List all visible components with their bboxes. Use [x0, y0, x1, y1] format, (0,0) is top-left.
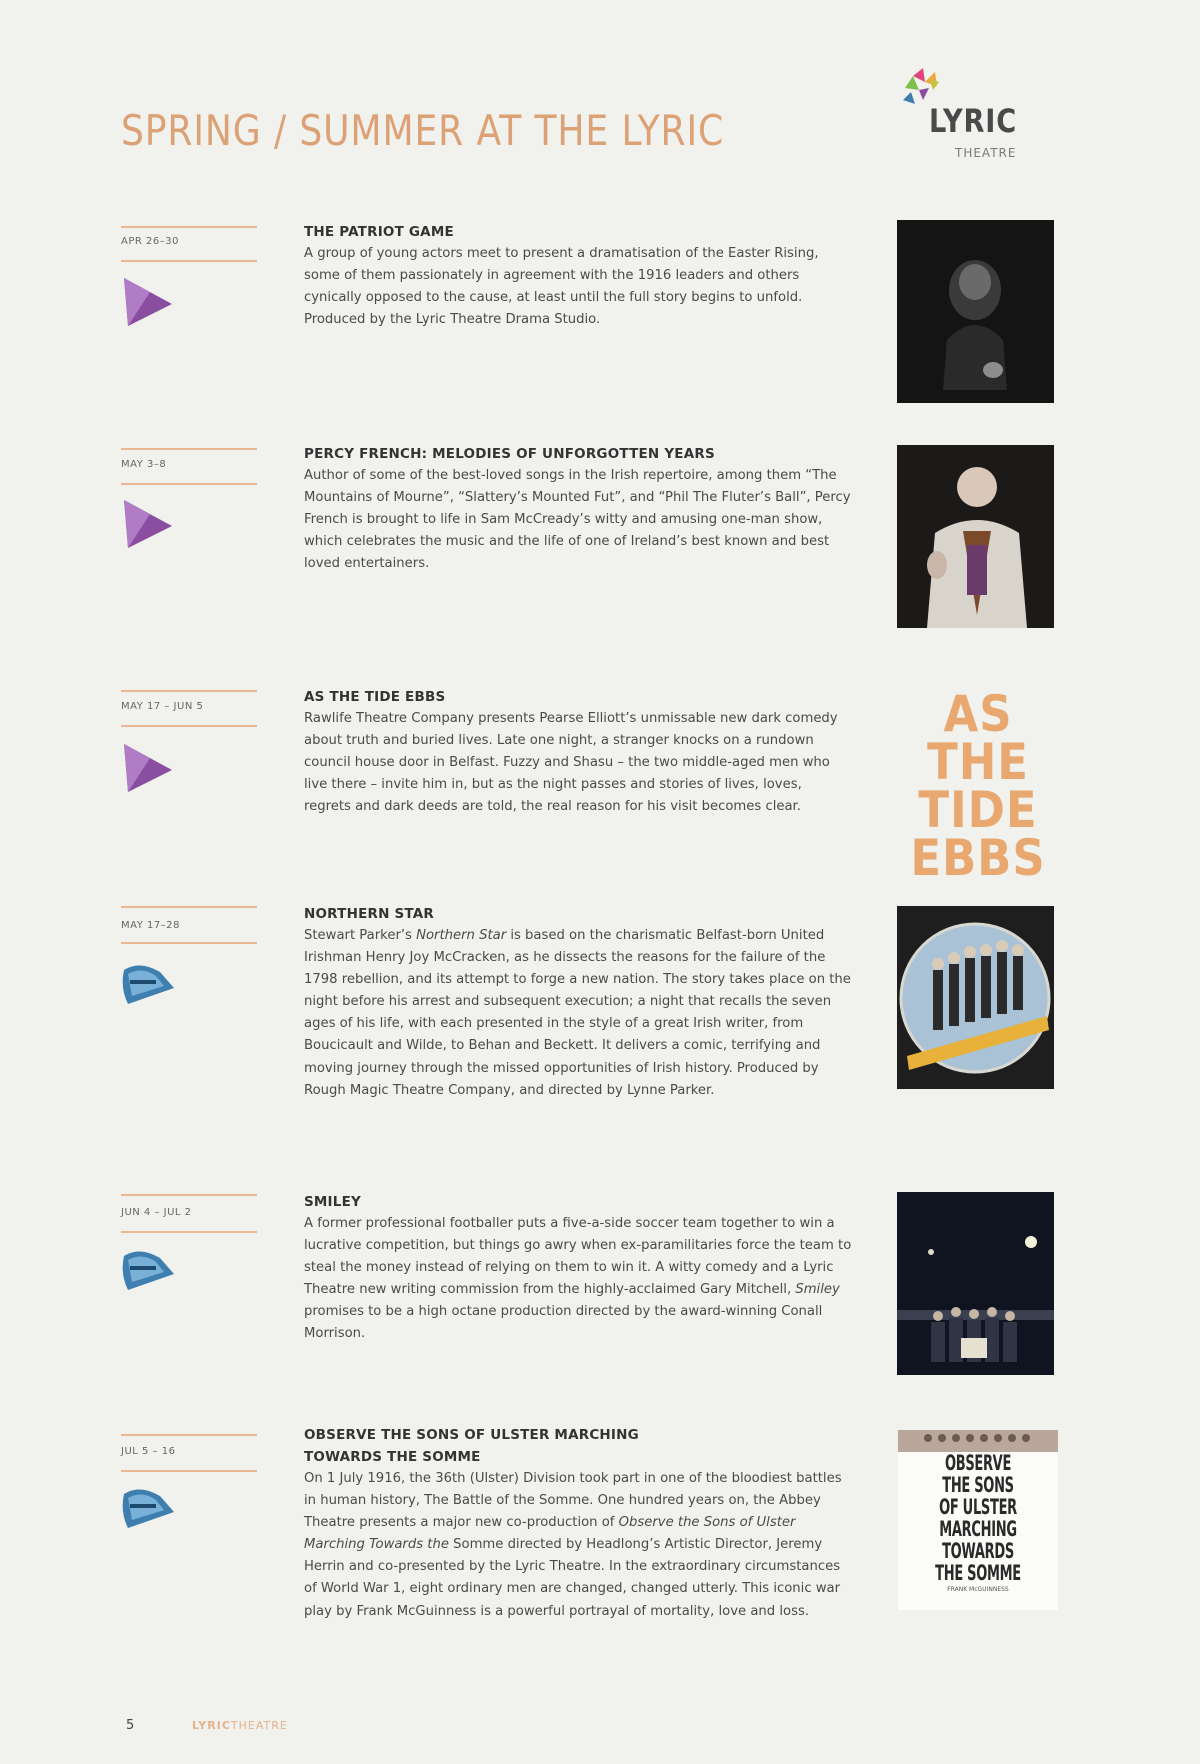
page-number: 5 — [126, 1718, 135, 1733]
lyric-theatre-logo — [893, 66, 1033, 170]
event-date: MAY 17–28 — [121, 920, 180, 931]
percy-french-photo — [897, 445, 1054, 628]
desc-italic: Smiley — [795, 1282, 840, 1298]
date-rule — [121, 725, 257, 727]
poster-line: THE SONS — [942, 1473, 1014, 1497]
date-rule — [121, 942, 257, 944]
logo-subtitle: THEATRE — [955, 146, 1017, 160]
date-rule — [121, 1434, 257, 1436]
date-rule — [121, 1194, 257, 1196]
event-date: APR 26–30 — [121, 236, 179, 247]
poster-line: TIDE — [918, 781, 1038, 839]
page-title: SPRING / SUMMER AT THE LYRIC — [121, 106, 725, 155]
footer-brand — [192, 1719, 288, 1732]
event-date: JUN 4 – JUL 2 — [121, 1207, 192, 1218]
purple-venue-icon — [120, 498, 176, 550]
event-title — [304, 1424, 864, 1468]
event-description: Author of some of the best-loved songs in the Irish repertoire, among them “The Mountains of Mourne”, “Slattery’s Mounted Fut”, and “Phil The Fluter’s Ball”, Percy French is brought to life in Sam McCready’s witty and amusing one-man show, which celebrates the music and the life of one of Ireland’s best known and best loved entertainers. — [304, 468, 851, 572]
event-description — [304, 1213, 852, 1346]
poster-line: THE SOMME — [935, 1561, 1021, 1585]
poster-line: EBBS — [910, 829, 1046, 887]
desc-part: Somme directed by Headlong’s Artistic Director, Jeremy Herrin and co-presented by the Lyric Theatre. In the extraordinary circumstances of World War 1, eight ordinary men are changed, changed utterly. This iconic war play by Frank McGuinness is a powerful portrayal of mortality, love and loss. — [304, 1537, 841, 1619]
desc-part: On 1 July 1916, the 36th (Ulster) Division took part in one of the bloodiest battles in human history, The Battle of the Somme. One hundred years on, the Abbey Theatre presents a major new co-production of — [304, 1471, 842, 1531]
footer-brand-bold: LYRIC — [192, 1719, 231, 1732]
purple-venue-icon — [120, 742, 176, 794]
date-rule — [121, 1231, 257, 1233]
purple-venue-icon — [120, 276, 176, 328]
event-date: MAY 17 – JUN 5 — [121, 701, 204, 712]
event-date: MAY 3–8 — [121, 459, 167, 470]
poster-line: OF ULSTER — [939, 1495, 1017, 1519]
poster-line: MARCHING — [939, 1517, 1017, 1541]
desc-italic: Northern Star — [416, 928, 507, 943]
logo-wordmark: LYRIC — [929, 102, 1018, 140]
event-title-line: OBSERVE THE SONS OF ULSTER MARCHING — [304, 1427, 639, 1443]
patriot-game-photo — [897, 220, 1054, 403]
event-description — [304, 1468, 852, 1623]
event-description — [304, 925, 852, 1102]
date-rule — [121, 483, 257, 485]
desc-part: is based on the charismatic Belfast-born United Irishman Henry Joy McCracken, as he dissects the reasons for the failure of the 1798 rebellion, and its attempt to forge a new nation. The story takes place on the night before his arrest and subsequent execution; a night that recalls the seven ages of his life, with each presented in the style of a great Irish writer, from Boucicault and Wilde, to Behan and Beckett. It delivers a comic, terrifying and moving journey through the missed opportunities of Irish history. Produced by Rough Magic Theatre Company, and directed by Lynne Parker. — [304, 928, 851, 1098]
northern-star-photo — [897, 906, 1054, 1089]
desc-part: Stewart Parker’s — [304, 928, 417, 943]
date-rule — [121, 448, 257, 450]
event-title-line: TOWARDS THE SOMME — [304, 1449, 481, 1465]
event-description: A group of young actors meet to present a dramatisation of the Easter Rising, some of them passionately in agreement with the 1916 leaders and others cynically opposed to the cause, at least until the full story begins to unfold. Produced by the Lyric Theatre Drama Studio. — [304, 246, 819, 328]
event-date: JUL 5 – 16 — [121, 1446, 176, 1457]
observe-the-sons-poster — [898, 1430, 1058, 1610]
poster-line: TOWARDS — [942, 1539, 1014, 1563]
date-rule — [121, 906, 257, 908]
as-the-tide-ebbs-poster — [893, 685, 1063, 887]
poster-line: AS THE — [927, 685, 1029, 791]
blue-venue-icon — [120, 1244, 176, 1296]
poster-credit: FRANK McGUINNESS — [947, 1586, 1009, 1593]
desc-part: promises to be a high octane production directed by the award-winning Conall Morrison. — [304, 1304, 823, 1342]
desc-part: A former professional footballer puts a five-a-side soccer team together to win a lucrative competition, but things go awry when ex-paramilitaries force the team to steal the money instead of relying on them to win it. A witty comedy and a Lyric Theatre new writing commission from the highly-acclaimed Gary Mitchell, — [304, 1216, 852, 1298]
poster-line: OBSERVE — [944, 1451, 1012, 1475]
date-rule — [121, 226, 257, 228]
footer-brand-rest: THEATRE — [230, 1719, 288, 1732]
date-rule — [121, 260, 257, 262]
event-title: SMILEY — [304, 1194, 361, 1210]
smiley-photo — [897, 1192, 1054, 1375]
event-title: NORTHERN STAR — [304, 906, 435, 922]
event-description: Rawlife Theatre Company presents Pearse Elliott’s unmissable new dark comedy about truth and buried lives. Late one night, a stranger knocks on a rundown council house door in Belfast. Fuzzy and Shasu – the two middle-aged men who live there – invite him in, but as the night passes and stories of lives, loves, regrets and dark deeds are told, the real reason for his visit becomes clear. — [304, 711, 838, 815]
event-title: AS THE TIDE EBBS — [304, 689, 446, 705]
event-title: PERCY FRENCH: MELODIES OF UNFORGOTTEN YEARS — [304, 446, 715, 462]
date-rule — [121, 1470, 257, 1472]
event-title: THE PATRIOT GAME — [304, 224, 454, 240]
date-rule — [121, 690, 257, 692]
soldiers-strip-icon — [898, 1430, 1058, 1452]
desc-italic: Observe the Sons of Ulster Marching Towards the — [304, 1515, 796, 1553]
blue-venue-icon — [120, 1482, 176, 1534]
blue-venue-icon — [120, 958, 176, 1010]
